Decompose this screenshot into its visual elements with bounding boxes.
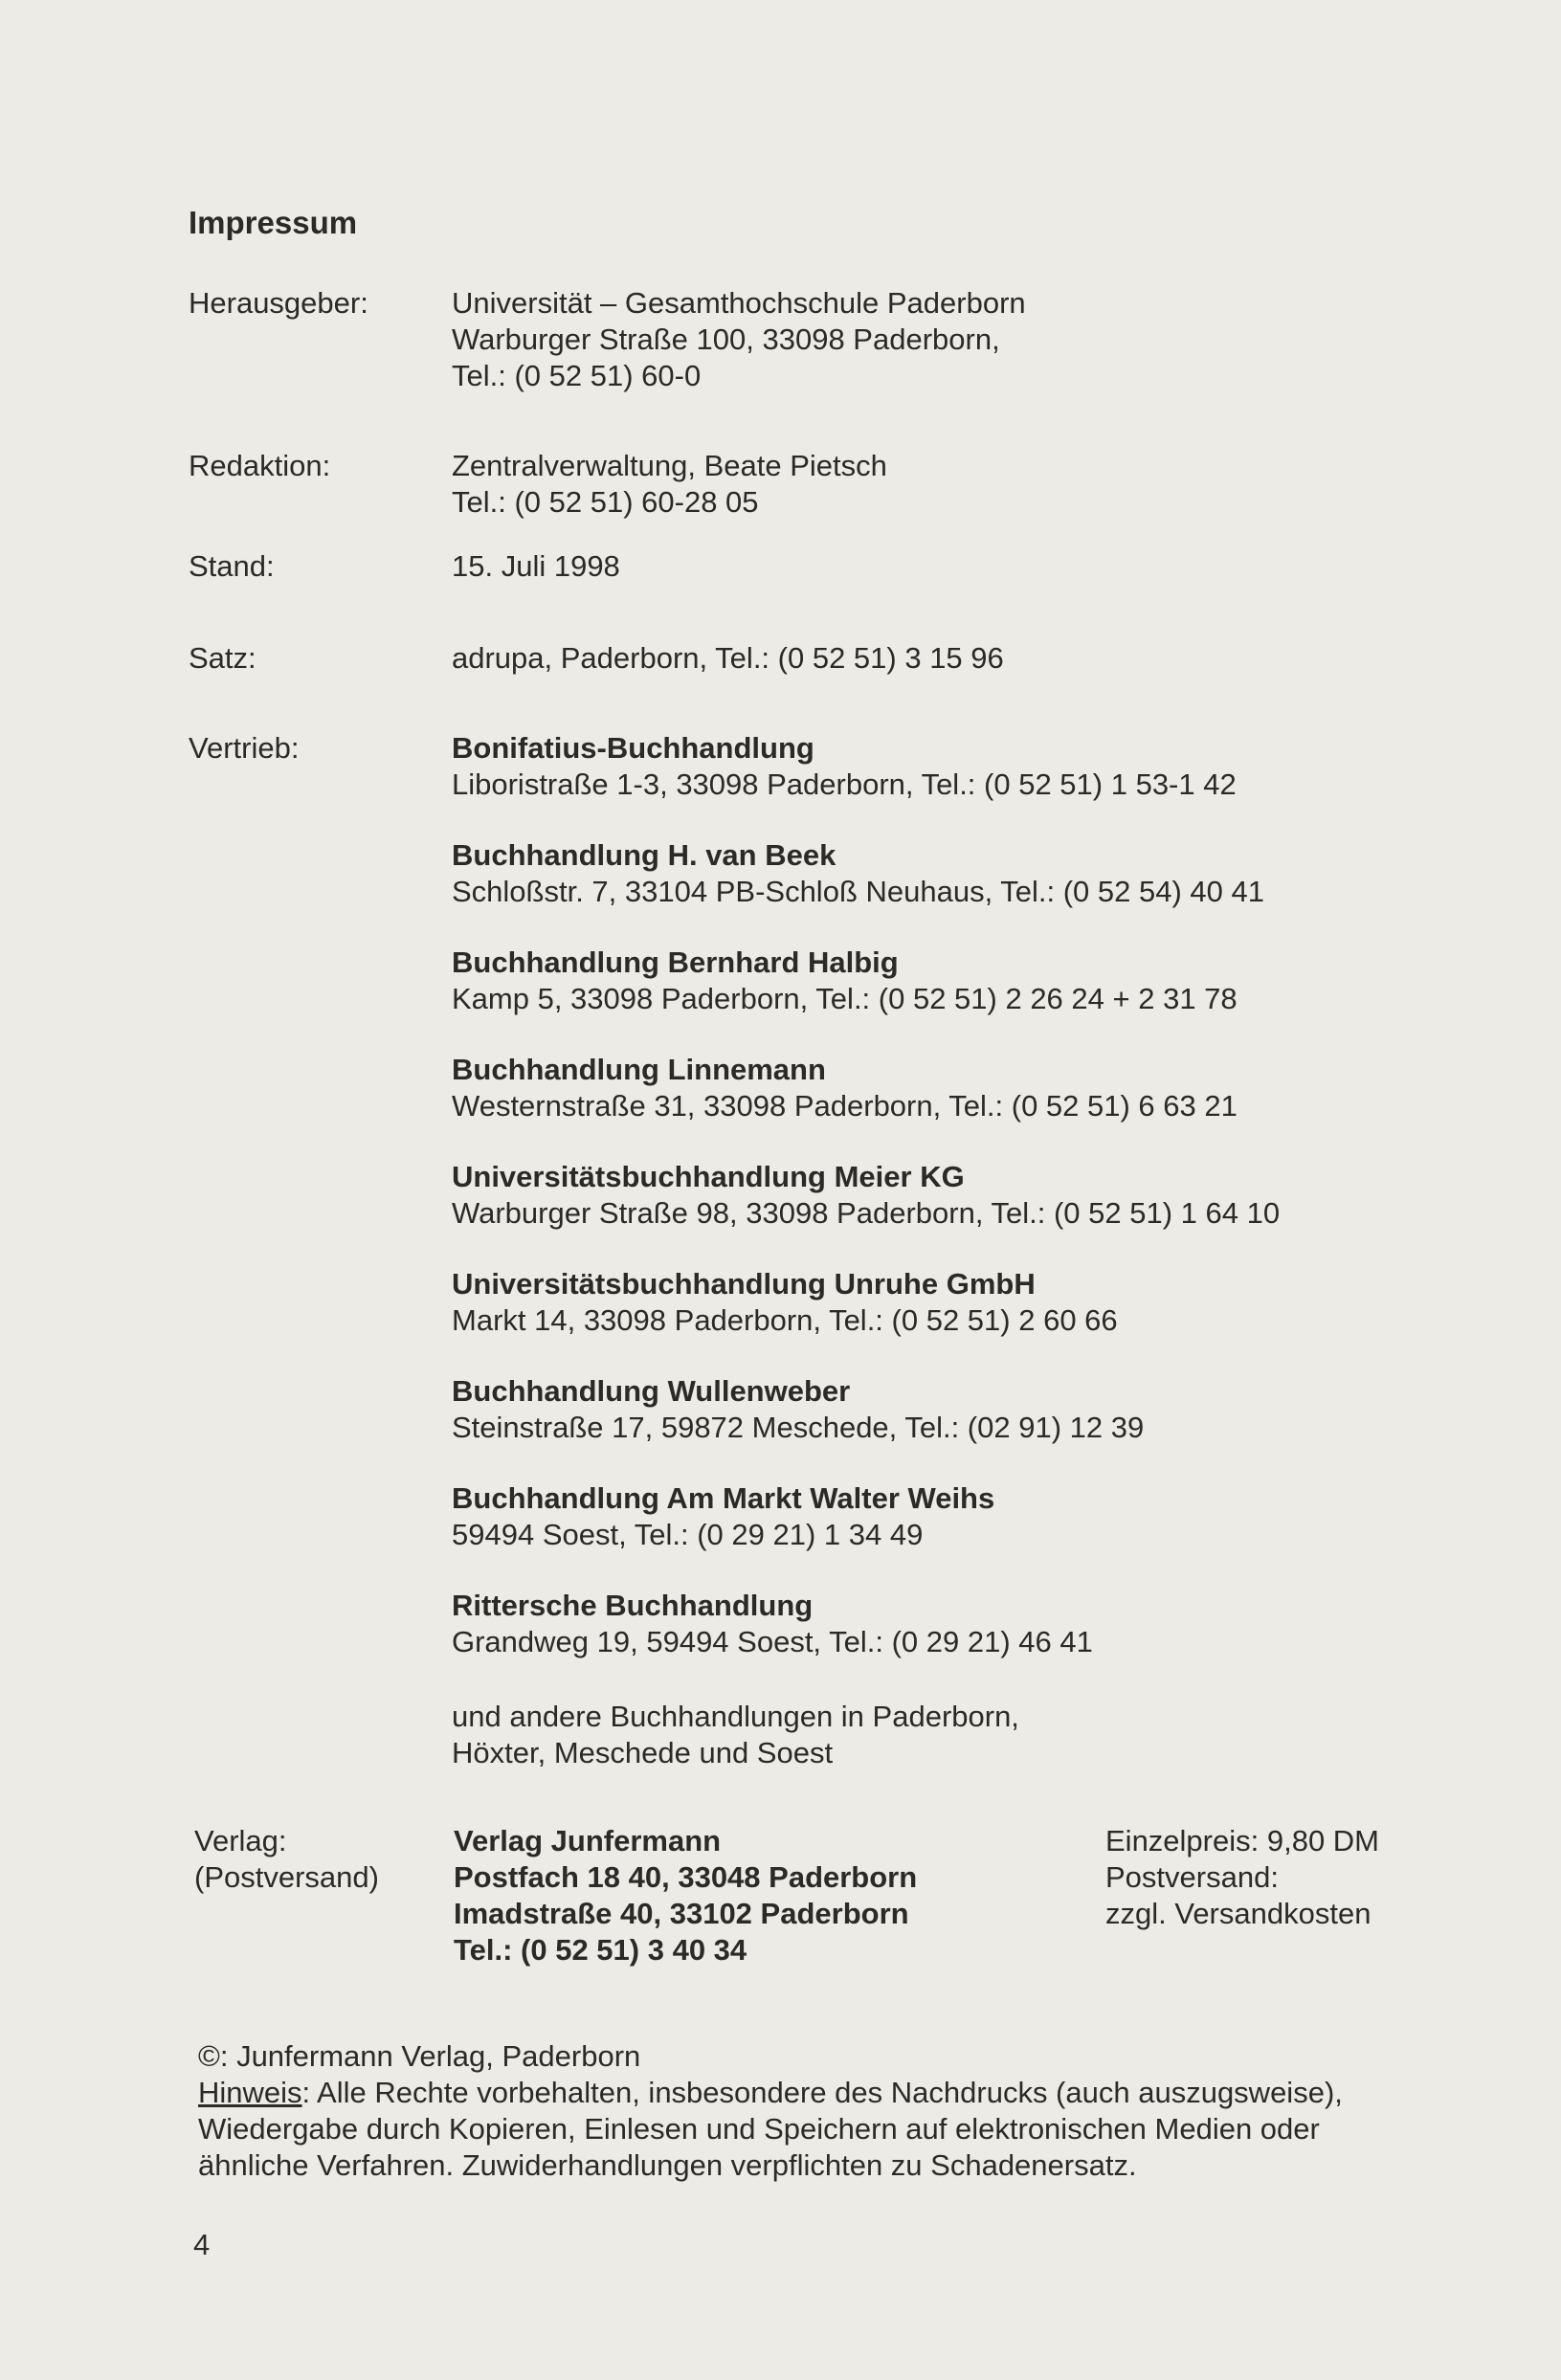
verlag-address-line: Postfach 18 40, 33048 Paderborn: [454, 1860, 918, 1894]
hinweis-text: Alle Rechte vorbehalten, insbesondere des Nachdrucks (auch auszugsweise),: [310, 2076, 1343, 2109]
shop-name: Bonifatius-Buchhandlung: [452, 731, 814, 765]
satz-label: Satz:: [189, 641, 256, 675]
shop-name: Universitätsbuchhandlung Unruhe GmbH: [452, 1267, 1036, 1301]
herausgeber-line: Universität – Gesamthochschule Paderborn: [452, 286, 1026, 320]
shop-entry: [452, 1159, 1280, 1232]
page-title: Impressum: [189, 205, 358, 240]
shop-address: Steinstraße 17, 59872 Meschede, Tel.: (02 91) 12 39: [452, 1411, 1145, 1444]
shop-address: Warburger Straße 98, 33098 Paderborn, Tel.: (0 52 51) 1 64 10: [452, 1196, 1281, 1230]
herausgeber-line: Warburger Straße 100, 33098 Paderborn,: [452, 323, 1000, 356]
verlag-name: Verlag Junfermann: [454, 1824, 722, 1857]
shop-name: Buchhandlung Am Markt Walter Weihs: [452, 1481, 995, 1515]
copyright-line: ©: Junfermann Verlag, Paderborn: [198, 2039, 641, 2073]
shop-address: Schloßstr. 7, 33104 PB-Schloß Neuhaus, Tel.: (0 52 54) 40 41: [452, 875, 1264, 908]
stand-label: Stand:: [189, 549, 275, 583]
shop-address: Liboristraße 1-3, 33098 Paderborn, Tel.: (0 52 51) 1 53-1 42: [452, 767, 1237, 801]
verlag-address: [454, 1823, 917, 1969]
shop-address: 59494 Soest, Tel.: (0 29 21) 1 34 49: [452, 1518, 924, 1551]
price-info: [1105, 1823, 1379, 1932]
verlag-label: [194, 1823, 379, 1896]
shop-entry: [452, 1588, 1093, 1660]
hinweis-line: Wiedergabe durch Kopieren, Einlesen und Speichern auf elektronischen Medien oder: [198, 2112, 1320, 2146]
hinweis-label: Hinweis: [198, 2076, 302, 2109]
shop-address: Kamp 5, 33098 Paderborn, Tel.: (0 52 51) 2 26 24 + 2 31 78: [452, 982, 1238, 1015]
shop-address: Grandweg 19, 59494 Soest, Tel.: (0 29 21) 46 41: [452, 1625, 1093, 1658]
shop-entry: [452, 1373, 1144, 1446]
other-shops-note: [452, 1699, 1019, 1771]
price-line: Postversand:: [1105, 1860, 1279, 1894]
shop-entry: [452, 945, 1238, 1017]
verlag-label-line: Verlag:: [194, 1824, 287, 1857]
shop-entry: [452, 837, 1264, 910]
price-line: zzgl. Versandkosten: [1105, 1897, 1371, 1930]
copyright-notice: [198, 2038, 1471, 2184]
shop-name: Buchhandlung Wullenweber: [452, 1374, 851, 1408]
shop-name: Buchhandlung Bernhard Halbig: [452, 945, 899, 979]
shop-address: Westernstraße 31, 33098 Paderborn, Tel.: (0 52 51) 6 63 21: [452, 1089, 1238, 1123]
verlag-phone: Tel.: (0 52 51) 3 40 34: [454, 1933, 747, 1967]
redaktion-label: Redaktion:: [189, 449, 331, 482]
shop-name: Rittersche Buchhandlung: [452, 1589, 814, 1622]
verlag-address-line: Imadstraße 40, 33102 Paderborn: [454, 1897, 909, 1930]
page-number: 4: [193, 2228, 211, 2261]
vertrieb-label: Vertrieb:: [189, 731, 300, 765]
shop-name: Buchhandlung Linnemann: [452, 1053, 826, 1086]
herausgeber-value: [452, 285, 1026, 394]
redaktion-value: [452, 448, 887, 521]
shop-name: Buchhandlung H. van Beek: [452, 838, 836, 872]
hinweis-line: [198, 2075, 1471, 2111]
shop-entry: [452, 730, 1237, 803]
hinweis-line: ähnliche Verfahren. Zuwiderhandlungen verpflichten zu Schadenersatz.: [198, 2148, 1137, 2182]
price-line: Einzelpreis: 9,80 DM: [1105, 1824, 1380, 1857]
hinweis-colon: :: [301, 2076, 311, 2109]
redaktion-line: Tel.: (0 52 51) 60-28 05: [452, 485, 759, 519]
shop-entry: [452, 1266, 1118, 1339]
shop-entry: [452, 1052, 1238, 1124]
shop-address: Markt 14, 33098 Paderborn, Tel.: (0 52 51) 2 60 66: [452, 1303, 1118, 1337]
shop-name: Universitätsbuchhandlung Meier KG: [452, 1160, 965, 1193]
herausgeber-line: Tel.: (0 52 51) 60-0: [452, 359, 702, 392]
satz-value: adrupa, Paderborn, Tel.: (0 52 51) 3 15 96: [452, 641, 1004, 675]
herausgeber-label: Herausgeber:: [189, 286, 368, 320]
stand-value: 15. Juli 1998: [452, 549, 620, 583]
redaktion-line: Zentralverwaltung, Beate Pietsch: [452, 449, 887, 482]
shop-entry: [452, 1480, 994, 1553]
other-shops-line: und andere Buchhandlungen in Paderborn,: [452, 1700, 1019, 1733]
verlag-label-line: (Postversand): [194, 1860, 379, 1894]
other-shops-line: Höxter, Meschede und Soest: [452, 1736, 834, 1769]
